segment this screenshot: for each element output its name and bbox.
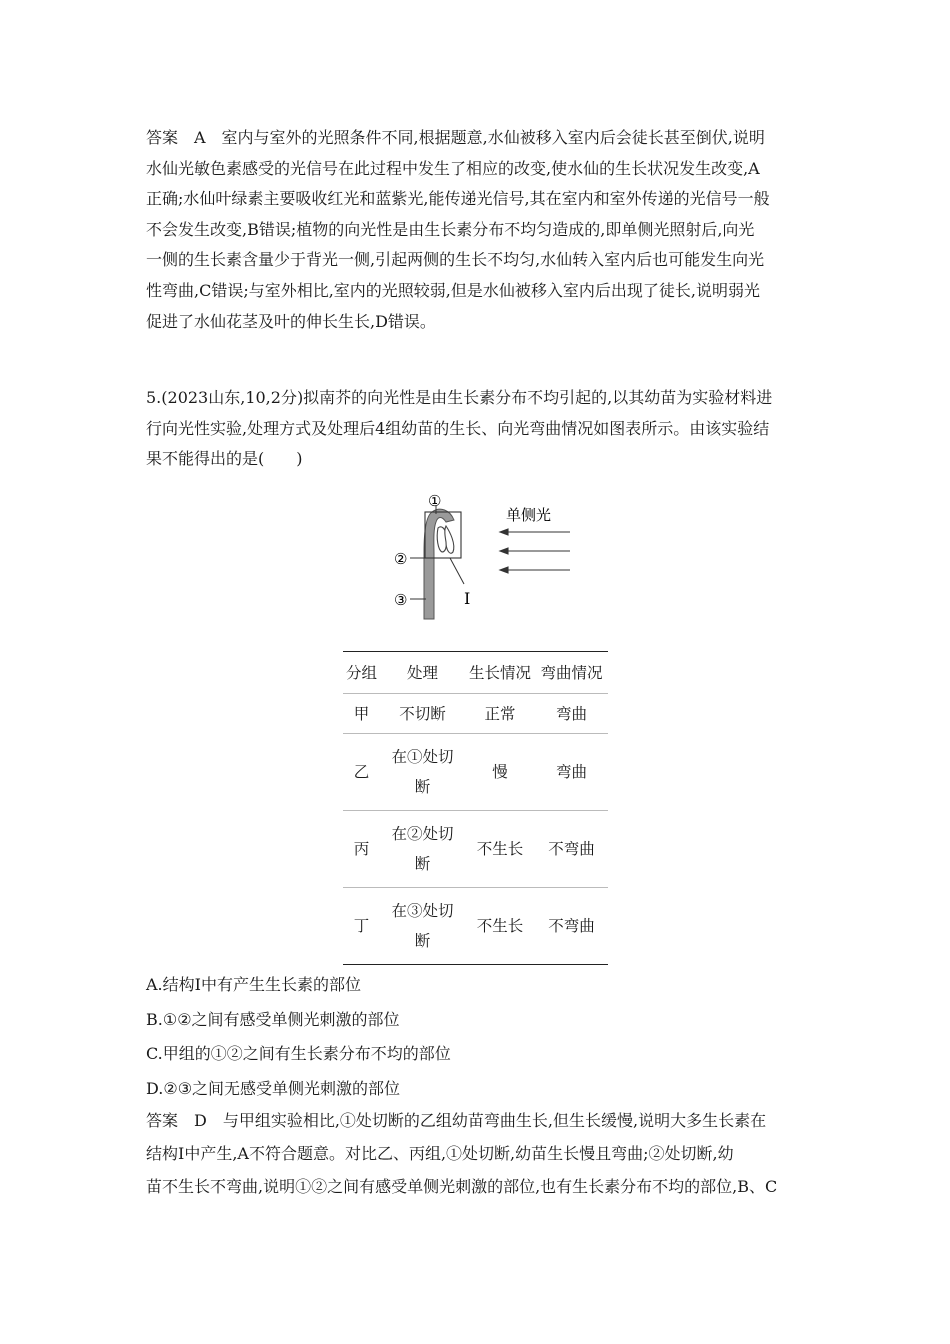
table-row xyxy=(343,811,608,888)
option-b: B.①②之间有感受单侧光刺激的部位 xyxy=(146,1009,400,1029)
cell-growth: 慢 xyxy=(465,734,535,811)
answer-explanation-4 xyxy=(146,123,810,337)
header-group: 分组 xyxy=(343,652,380,694)
cell-group: 甲 xyxy=(343,694,380,734)
label-point2: ② xyxy=(394,550,408,568)
label-point1: ① xyxy=(428,492,442,510)
cell-treatment-text: 在②处切断 xyxy=(391,825,454,873)
header-bending: 弯曲情况 xyxy=(535,652,608,694)
text-line: 一侧的生长素含量少于背光一侧,引起两侧的生长不均匀,水仙转入室内后也可能发生向光 xyxy=(146,250,765,270)
cell-treatment-text: 在③处切断 xyxy=(391,902,454,950)
cell-growth: 不生长 xyxy=(465,811,535,888)
text-line: 苗不生长不弯曲,说明①②之间有感受单侧光刺激的部位,也有生长素分布不均的部位,B、C xyxy=(146,1177,778,1196)
table-row xyxy=(343,888,608,965)
text-line: 答案 D 与甲组实验相比,①处切断的乙组幼苗弯曲生长,但生长缓慢,说明大多生长素在 xyxy=(146,1111,767,1130)
text-line: 正确;水仙叶绿素主要吸收红光和蓝紫光,能传递光信号,其在室内和室外传递的光信号一般 xyxy=(146,189,770,209)
seedling-diagram xyxy=(380,492,570,622)
table-row xyxy=(343,734,608,811)
cell-bending: 弯曲 xyxy=(535,734,608,811)
cell-group: 丁 xyxy=(343,888,380,965)
header-treatment: 处理 xyxy=(380,652,465,694)
option-c: C.甲组的①②之间有生长素分布不均的部位 xyxy=(146,1044,451,1063)
cell-bending: 不弯曲 xyxy=(535,811,608,888)
cell-treatment xyxy=(380,888,465,965)
text-line: 促进了水仙花茎及叶的伸长生长,D错误。 xyxy=(146,311,436,331)
label-point3: ③ xyxy=(394,591,408,609)
cell-group: 丙 xyxy=(343,811,380,888)
cell-treatment xyxy=(380,811,465,888)
option-a: A.结构I中有产生生长素的部位 xyxy=(146,975,361,994)
cell-treatment: 不切断 xyxy=(380,694,465,734)
cotyledon-right xyxy=(445,526,454,553)
leader-I xyxy=(450,558,464,584)
cell-bending: 弯曲 xyxy=(535,694,608,734)
answer-explanation-5 xyxy=(146,1104,810,1203)
option-d: D.②③之间无感受单侧光刺激的部位 xyxy=(146,1078,401,1098)
cell-treatment xyxy=(380,734,465,811)
answer-options xyxy=(146,968,810,1106)
label-light: 单侧光 xyxy=(506,506,552,524)
experiment-table xyxy=(343,651,608,965)
text-line: 5.(2023山东,10,2分)拟南芥的向光性是由生长素分布不均引起的,以其幼苗为实验材料进 xyxy=(146,388,773,407)
text-line: 行向光性实验,处理方式及处理后4组幼苗的生长、向光弯曲情况如图表所示。由该实验结 xyxy=(146,418,770,438)
text-line: 结构I中产生,A不符合题意。对比乙、丙组,①处切断,幼苗生长慢且弯曲;②处切断,幼 xyxy=(146,1144,734,1163)
text-line: 性弯曲,C错误;与室外相比,室内的光照较弱,但是水仙被移入室内后出现了徒长,说明弱光 xyxy=(146,280,760,300)
cell-bending: 不弯曲 xyxy=(535,888,608,965)
cell-growth: 不生长 xyxy=(465,888,535,965)
label-structure-I: I xyxy=(464,589,471,608)
seedling-stem xyxy=(424,509,454,619)
cell-treatment-text: 在①处切断 xyxy=(391,748,454,796)
header-growth: 生长情况 xyxy=(465,652,535,694)
text-line: 答案 A 室内与室外的光照条件不同,根据题意,水仙被移入室内后会徒长甚至倒伏,说明 xyxy=(146,128,765,147)
cell-group: 乙 xyxy=(343,734,380,811)
text-line: 水仙光敏色素感受的光信号在此过程中发生了相应的改变,使水仙的生长状况发生改变,A xyxy=(146,158,760,178)
text-line: 果不能得出的是( ) xyxy=(146,449,303,469)
table-header-row xyxy=(343,652,608,694)
cell-growth: 正常 xyxy=(465,694,535,734)
light-arrows xyxy=(500,529,570,573)
question-5-stem xyxy=(146,383,810,475)
text-line: 不会发生改变,B错误;植物的向光性是由生长素分布不均匀造成的,即单侧光照射后,向光 xyxy=(146,219,755,239)
table-row xyxy=(343,694,608,734)
